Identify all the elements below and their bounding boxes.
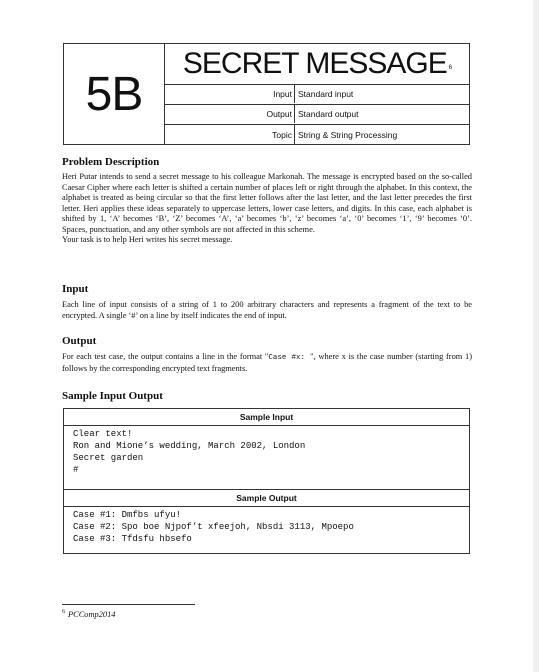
title-footnote-mark: 6 (448, 65, 452, 71)
sample-output-block: Case #1: Dmfbs ufyu! Case #2: Spo boe Njpof’t xfeejoh, Nbsdi 3113, Mpoepo Case #3: Tfdsfu hbsefo (64, 506, 469, 553)
problem-header (63, 43, 470, 145)
input-heading: Input (62, 283, 89, 295)
input-text: Each line of input consists of a string of 1 to 200 arbitrary characters and represents a fragment of the text to be encrypted. A single ‘#’ on a line by itself indicates the end of input. (62, 300, 472, 320)
meta-value: Standard output (298, 109, 359, 119)
sample-table (63, 408, 470, 554)
output-text (62, 352, 472, 374)
output-text-before: For each test case, the output contains a line in the format " (62, 352, 269, 361)
meta-value: String & String Processing (298, 130, 398, 140)
scrollbar-track[interactable] (533, 0, 539, 672)
sample-heading: Sample Input Output (62, 390, 163, 402)
description-body: Heri Putar intends to send a secret message to his colleague Markonah. The message is encrypted based on the so-called Caesar Cipher where each letter is shifted a certain number of places left or right through the alphabet. In this context, the alphabet is treated as being circular so that the first letter follows after the last letter, and the last letter precedes the first letter. Heri applies these ideas separately to uppercase letters, lower case letters, and digits. In this case, each alphabet is shifted by 1, ‘A’ becomes ‘B’, ‘Z’ becomes ‘A’, ‘a’ becomes ‘b’, ‘z’ becomes ‘a’, ‘0’ becomes ‘1’, ‘9’ becomes ‘0’. Spaces, punctuation, and any other symbols are not affected in this scheme. (62, 172, 472, 234)
sample-input-block: Clear text! Ron and Mione’s wedding, March 2002, London Secret garden # (64, 425, 469, 489)
output-format-code: Case #x: (268, 354, 311, 362)
footnote (62, 609, 115, 619)
meta-key: Topic (165, 125, 295, 145)
meta-row-input (165, 84, 469, 103)
sample-input-label: Sample Input (239, 412, 294, 422)
description-task: Your task is to help Heri writes his secret message. (62, 235, 233, 244)
output-heading: Output (62, 335, 97, 347)
footnote-text: PCComp2014 (68, 609, 116, 619)
problem-code: 5B (64, 44, 165, 144)
meta-key: Output (165, 105, 295, 123)
description-heading: Problem Description (62, 156, 160, 168)
problem-title: SECRET MESSAGE (182, 47, 447, 80)
meta-value: Standard input (298, 89, 354, 99)
meta-row-topic (165, 124, 469, 145)
problem-title-container (165, 44, 469, 84)
meta-row-output (165, 104, 469, 123)
footnote-mark: 6 (62, 609, 65, 615)
output-text-after: ", where x is the case number (starting from 1) follows by the corresponding encrypted text fragments. (62, 352, 473, 373)
sample-output-label: Sample Output (64, 489, 469, 506)
description-text (62, 172, 472, 246)
meta-key: Input (165, 85, 295, 103)
footnote-divider (62, 604, 195, 605)
